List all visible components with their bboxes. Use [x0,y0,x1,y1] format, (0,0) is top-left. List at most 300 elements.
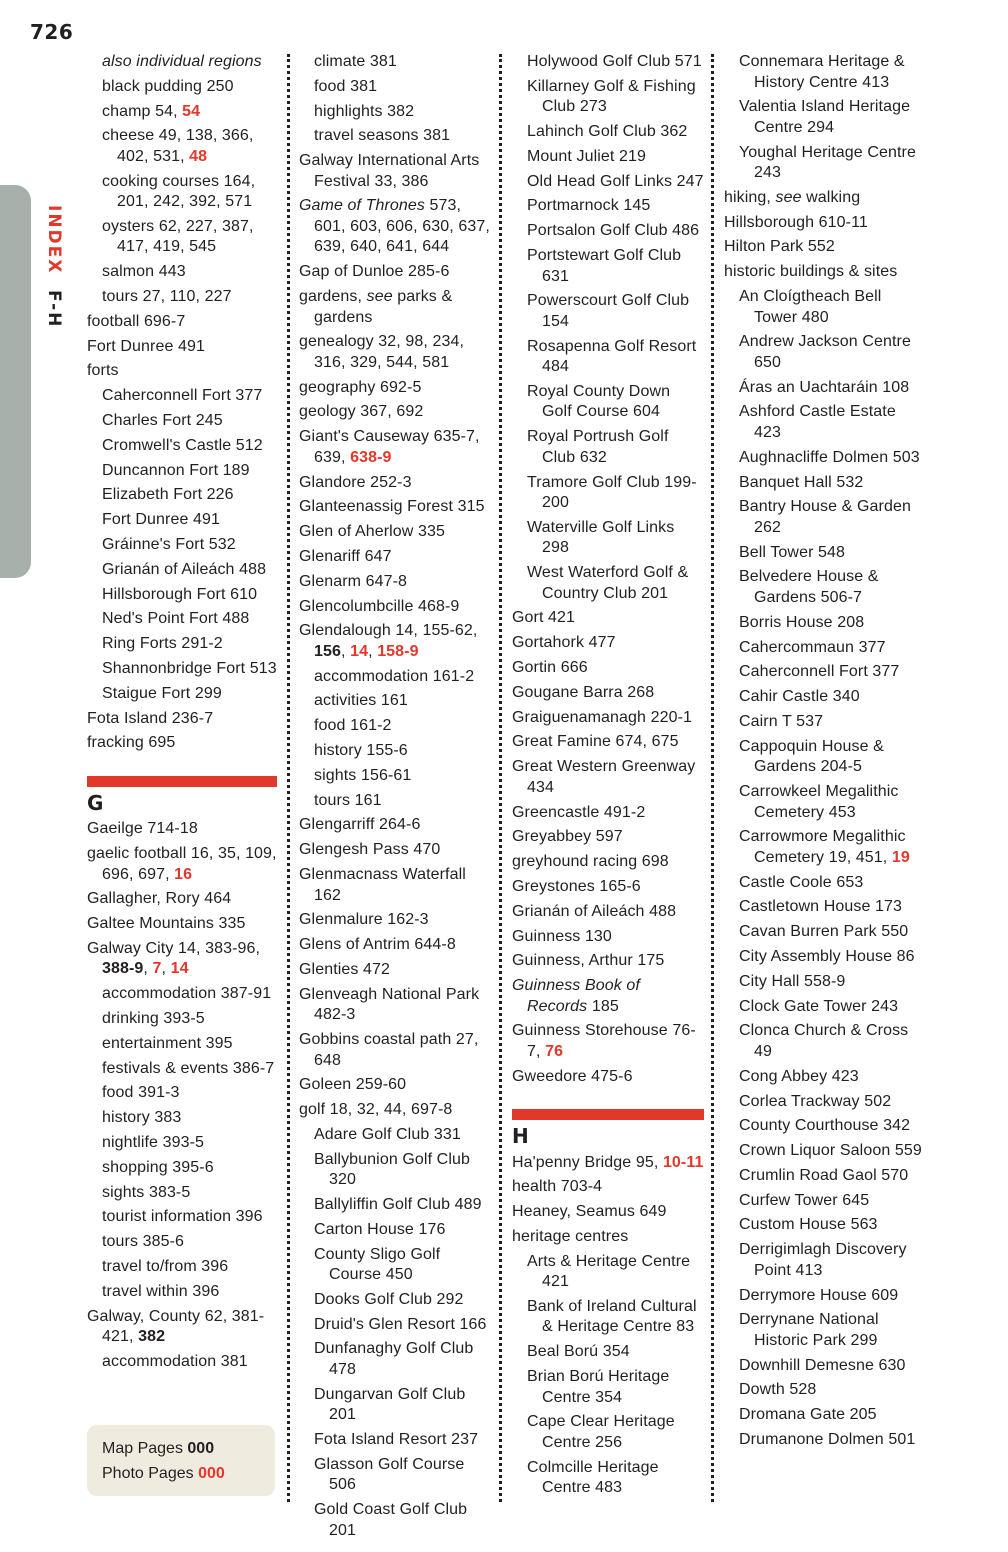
entry-text: Caherconnell Fort 377 [739,663,900,681]
entry-text: Galway, County 62, 381-421, [87,1307,265,1346]
entry-text: Great Western Greenway 434 [512,758,696,796]
photo-page-ref: 14 [170,960,189,978]
index-subentry [527,291,704,332]
section-divider-bar [87,776,277,787]
index-entry [299,597,491,618]
index-subentry [739,972,924,993]
index-subentry [102,172,277,213]
entry-text: City Hall 558-9 [739,972,846,990]
entry-text: geography 692-5 [299,378,422,396]
entry-text: Brian Ború Heritage Centre 354 [527,1368,670,1406]
index-entry [299,1075,491,1096]
index-subentry [739,52,924,93]
index-entry [724,237,924,258]
entry-text: Belvedere House & Gardens 506-7 [739,568,879,606]
entry-text: Áras an Uachtaráin 108 [739,378,910,396]
legend-map-label: Map Pages [102,1440,183,1457]
entry-text: accommodation 387-91 [102,985,272,1003]
entry-text: salmon 443 [102,263,186,281]
entry-text: geology 367, 692 [299,403,424,421]
entry-text: Glendalough 14, 155-62, [299,622,478,640]
index-subentry [102,102,277,123]
index-entry [87,939,277,980]
index-entry [299,332,491,373]
entry-text: Cong Abbey 423 [739,1067,859,1085]
index-entry [87,914,277,935]
entry-text: historic buildings & sites [724,263,898,281]
entry-text: Glenties 472 [299,960,391,978]
entry-text: golf 18, 32, 44, 697-8 [299,1101,453,1119]
entry-text: festivals & events 386-7 [102,1059,275,1077]
index-subentry [102,659,277,680]
index-entry [512,1227,704,1248]
entry-text: Heaney, Seamus 649 [512,1203,667,1221]
index-entry [87,312,277,333]
index-entry [87,819,277,840]
entry-text: genealogy 32, 98, 234, 316, 329, 544, 581 [299,333,465,371]
entry-text: Greystones 165-6 [512,877,641,895]
index-entry [512,1153,704,1174]
entry-text: Cavan Burren Park 550 [739,923,909,941]
index-entry [512,1202,704,1223]
index-subentry [527,1412,704,1453]
index-entry [512,1177,704,1198]
entry-text: Dowth 528 [739,1381,817,1399]
index-subentry [527,337,704,378]
entry-text: Cahir Castle 340 [739,688,860,706]
entry-text: Cappoquin House & Gardens 204-5 [739,737,884,776]
column-divider [499,54,502,1502]
entry-text: Gougane Barra 268 [512,683,655,701]
entry-text: Rosapenna Golf Resort 484 [527,337,697,376]
entry-text: Mount Juliet 219 [527,147,647,165]
entry-text: Gobbins coastal path 27, 648 [299,1031,479,1069]
legend-photo-number: 000 [198,1465,225,1482]
entry-text: highlights 382 [314,102,415,120]
index-entry [512,951,704,972]
entry-text: Goleen 259-60 [299,1076,407,1094]
entry-text: Glenariff 647 [299,547,392,565]
entry-text: Crumlin Road Gaol 570 [739,1166,909,1184]
entry-text: Arts & Heritage Centre 421 [527,1252,691,1291]
entry-text: Gweedore 475-6 [512,1067,633,1085]
entry-text: Tramore Golf Club 199-200 [527,473,697,512]
index-entry [299,196,491,258]
index-subentry [739,1067,924,1088]
index-entry [87,889,277,910]
entry-text: tours 385-6 [102,1233,185,1251]
index-entry [299,497,491,518]
index-subentry [739,737,924,778]
entry-text: Gortin 666 [512,659,588,677]
index-subentry [102,1257,277,1278]
entry-text: Druid's Glen Resort 166 [314,1315,487,1333]
index-subentry [102,1009,277,1030]
entry-text: Duncannon Fort 189 [102,461,250,479]
entry-text: Lahinch Golf Club 362 [527,123,688,141]
entry-text: gardens, [299,288,367,306]
legend-map-pages [102,1439,214,1459]
index-subentry [102,287,277,308]
index-entry [512,608,704,629]
entry-text: Portsalon Golf Club 486 [527,222,700,240]
entry-text: Gap of Dunloe 285-6 [299,263,450,281]
entry-text: Ring Forts 291-2 [102,635,223,653]
index-column-2 [299,52,491,1541]
entry-text: Galway International Arts Festival 33, 386 [299,152,480,190]
index-subentry [314,52,491,73]
index-subentry [102,510,277,531]
index-subentry [314,791,491,812]
index-subentry [527,1252,704,1293]
side-tab [0,185,31,578]
entry-text: drinking 393-5 [102,1010,205,1027]
entry-text: Ha'penny Bridge 95, [512,1153,663,1171]
entry-text: football 696-7 [87,312,186,330]
index-entry [724,188,924,209]
entry-text: , [161,960,171,978]
page-number: 726 [30,20,74,44]
index-entry [299,522,491,543]
entry-text: Cahercommaun 377 [739,638,886,656]
entry-text: travel seasons 381 [314,127,451,145]
index-subentry [527,122,704,143]
index-subentry [527,518,704,559]
entry-text: Castletown House 173 [739,898,902,916]
entry-text: nightlife 393-5 [102,1133,205,1151]
index-subentry [314,1150,491,1191]
entry-text: Bank of Ireland Cultural & Heritage Centre 83 [527,1297,697,1336]
index-subentry [739,1116,924,1137]
legend-map-number: 000 [187,1440,215,1457]
entry-text: black pudding 250 [102,77,234,95]
index-subentry [314,1315,491,1336]
index-subentry [739,402,924,443]
entry-text: , [341,642,351,660]
index-subentry [739,1240,924,1281]
entry-text: food 161-2 [314,717,392,735]
index-subentry [314,1455,491,1496]
index-subentry [739,638,924,659]
entry-text: Royal County Down Golf Course 604 [527,382,671,421]
index-entry [512,927,704,948]
entry-text: Gortahork 477 [512,634,616,652]
entry-text: 573, 601, 603, 606, 630, 637, 639, 640, 641, 644 [314,197,490,256]
entry-text: Dunfanaghy Golf Club 478 [314,1340,474,1378]
index-subentry [102,609,277,630]
entry-text: An Cloígtheach Bell Tower 480 [739,288,882,326]
index-entry [299,865,491,906]
legend-photo-label: Photo Pages [102,1465,194,1482]
index-subentry [102,262,277,283]
index-subentry [739,1191,924,1212]
index-subentry [314,1220,491,1241]
legend-photo-pages [102,1464,225,1484]
index-subentry [102,1207,277,1228]
index-entry [87,1307,277,1348]
entry-text-italic: see [366,288,393,306]
index-subentry [102,1158,277,1179]
index-entry [87,844,277,885]
index-subentry [739,332,924,373]
index-subentry [739,897,924,918]
index-tab-range: F-H [44,290,64,329]
index-subentry [314,691,491,712]
index-entry [299,960,491,981]
index-entry [512,1021,704,1062]
index-subentry [739,287,924,328]
entry-text: sights 156-61 [314,766,412,784]
entry-text: Glengesh Pass 470 [299,841,441,859]
entry-text: Dromana Gate 205 [739,1406,877,1424]
entry-text: forts [87,362,119,380]
index-subentry [102,217,277,258]
index-subentry [102,1352,277,1373]
index-entry [299,572,491,593]
index-subentry [314,126,491,147]
entry-text: Glen of Aherlow 335 [299,523,445,541]
entry-text: Glasson Golf Course 506 [314,1455,465,1494]
entry-text: food 381 [314,77,378,95]
index-subentry [739,1405,924,1426]
entry-text: Greencastle 491-2 [512,803,646,821]
index-subentry [527,52,704,73]
entry-text: 185 [587,997,619,1015]
index-subentry [102,1059,277,1080]
index-subentry [739,662,924,683]
index-subentry [314,1245,491,1286]
index-subentry [314,1430,491,1451]
index-entry [299,985,491,1026]
index-subentry [314,766,491,787]
entry-text: West Waterford Golf & Country Club 201 [527,564,689,602]
entry-text: Glenmacnass Waterfall 162 [299,866,466,904]
entry-text: food 391-3 [102,1084,180,1102]
index-entry [299,1030,491,1071]
entry-text: Waterville Golf Links 298 [527,518,675,557]
entry-text: hiking, [724,188,776,206]
index-subentry [314,77,491,98]
entry-text-italic: see [775,188,802,206]
photo-page-ref: 14 [350,642,369,660]
index-subentry [314,1290,491,1311]
entry-text: greyhound racing 698 [512,853,669,871]
index-tab-label [44,205,64,329]
index-subentry [739,448,924,469]
entry-text: Galway City 14, 383-96, [87,939,261,957]
index-subentry [314,1339,491,1380]
entry-text: Grianán of Aileách 488 [102,560,267,578]
entry-text-italic: Guinness Book of Records [512,977,640,1015]
index-entry [87,709,277,730]
index-entry [299,151,491,192]
entry-text: Colmcille Heritage Centre 483 [527,1458,659,1497]
index-entry [299,402,491,423]
entry-text: Portstewart Golf Club 631 [527,247,682,285]
entry-text: travel within 396 [102,1282,220,1300]
column-divider [287,54,290,1502]
index-entry [299,1100,491,1121]
index-subentry [527,1342,704,1363]
index-subentry [527,147,704,168]
index-subentry [739,1021,924,1062]
index-subentry [739,613,924,634]
photo-page-ref: 10-11 [662,1153,704,1171]
entry-text: climate 381 [314,53,397,70]
index-subentry [314,741,491,762]
index-subentry [739,567,924,608]
index-entry [724,213,924,234]
entry-text: Youghal Heritage Centre 243 [739,143,916,182]
entry-text: Banquet Hall 532 [739,473,864,491]
index-subentry [314,1385,491,1426]
entry-text: Ned's Point Fort 488 [102,610,250,628]
entry-text: history 155-6 [314,742,408,760]
entry-text: Cairn T 537 [739,712,824,730]
entry-text: Drumanone Dolmen 501 [739,1431,916,1449]
index-subentry [739,473,924,494]
entry-text: Clonca Church & Cross 49 [739,1022,909,1060]
entry-text: Glengarriff 264-6 [299,816,421,834]
entry-text: Great Famine 674, 675 [512,733,679,751]
entry-text: tourist information 396 [102,1208,263,1226]
entry-text: heritage centres [512,1227,629,1245]
entry-text: , [143,960,153,978]
index-subentry [527,221,704,242]
entry-text: Connemara Heritage & History Centre 413 [739,53,905,91]
index-subentry [314,1500,491,1541]
index-subentry [102,984,277,1005]
entry-text: Greyabbey 597 [512,828,623,846]
index-subentry [314,1195,491,1216]
entry-text: Giant's Causeway 635-7, 639, [299,428,480,466]
index-entry [299,935,491,956]
index-entry [512,976,704,1017]
index-column-1 [87,52,277,1372]
entry-text: travel to/from 396 [102,1257,229,1275]
index-subentry [102,684,277,705]
index-subentry [102,52,277,73]
index-subentry [102,585,277,606]
photo-page-ref: 7 [152,960,162,978]
entry-text: Ashford Castle Estate 423 [739,403,896,441]
photo-page-ref: 54 [182,102,201,120]
index-entry [512,658,704,679]
index-subentry [739,782,924,823]
entry-text: Portmarnock 145 [527,197,651,215]
index-entry [299,287,491,328]
entry-text: Powerscourt Golf Club 154 [527,292,690,330]
index-subentry [527,563,704,604]
photo-page-ref: 638-9 [350,448,392,466]
entry-text: Derrynane National Historic Park 299 [739,1311,879,1349]
entry-text: Glens of Antrim 644-8 [299,936,456,954]
entry-text: shopping 395-6 [102,1158,214,1176]
entry-text: Cape Clear Heritage Centre 256 [527,1413,675,1451]
entry-text: history 383 [102,1109,182,1127]
entry-text: Glandore 252-3 [299,473,412,491]
entry-text: parks & gardens [314,288,453,326]
index-subentry [739,922,924,943]
index-subentry [102,485,277,506]
entry-text: oysters 62, 227, 387, 417, 419, 545 [102,217,254,256]
index-subentry [739,1141,924,1162]
index-subentry [739,497,924,538]
entry-text: Hilton Park 552 [724,238,835,256]
entry-text: Fota Island Resort 237 [314,1431,479,1449]
section-divider-bar [512,1109,704,1120]
entry-text: County Courthouse 342 [739,1117,911,1135]
entry-text: Fort Dunree 491 [102,511,221,529]
entry-text: Staigue Fort 299 [102,684,222,702]
entry-text: champ 54, [102,102,183,120]
index-entry [299,378,491,399]
photo-page-ref: 158-9 [377,642,419,660]
index-subentry [527,1458,704,1499]
entry-text-italic: also individual regions [102,53,262,70]
index-entry [512,683,704,704]
entry-text: Carrowkeel Megalithic Cemetery 453 [739,783,899,821]
index-entry [299,473,491,494]
index-subentry [527,1297,704,1338]
entry-text: Old Head Golf Links 247 [527,172,704,190]
entry-text: tours 161 [314,791,382,809]
index-subentry [314,102,491,123]
entry-text: Crown Liquor Saloon 559 [739,1142,922,1160]
index-subentry [102,1034,277,1055]
entry-text: Custom House 563 [739,1216,878,1234]
entry-text: Guinness, Arthur 175 [512,952,665,970]
index-entry [512,827,704,848]
entry-text: Killarney Golf & Fishing Club 273 [527,77,696,116]
entry-text: Andrew Jackson Centre 650 [739,333,911,371]
index-subentry [739,1380,924,1401]
entry-text: Gort 421 [512,609,576,627]
entry-text: Glenmalure 162-3 [299,911,429,929]
entry-text: Glanteenassig Forest 315 [299,498,485,516]
index-entry [512,852,704,873]
entry-text: Bell Tower 548 [739,543,846,561]
index-subentry [527,246,704,287]
entry-text: gaelic football 16, 35, 109, 696, 697, [87,845,277,883]
entry-text: Dooks Golf Club 292 [314,1290,464,1308]
entry-text: Adare Golf Club 331 [314,1125,461,1143]
index-subentry [314,1125,491,1146]
entry-text: Gallagher, Rory 464 [87,890,232,908]
entry-text: Aughnacliffe Dolmen 503 [739,448,920,466]
index-subentry [102,560,277,581]
entry-text: Bantry House & Garden 262 [739,498,911,536]
index-subentry [739,997,924,1018]
index-entry [87,733,277,754]
index-entry [87,337,277,358]
index-subentry [314,667,491,688]
entry-text: City Assembly House 86 [739,948,915,966]
index-entry [512,633,704,654]
entry-text: Carrowmore Megalithic Cemetery 19, 451, [739,828,906,866]
index-entry [512,877,704,898]
index-subentry [102,1083,277,1104]
entry-text: Galtee Mountains 335 [87,915,246,933]
entry-text: Hillsborough Fort 610 [102,585,258,603]
entry-text: Fota Island 236-7 [87,709,214,727]
section-letter: G [87,790,104,815]
index-subentry [102,1282,277,1303]
index-subentry [739,97,924,138]
entry-text: sights 383-5 [102,1183,191,1201]
index-subentry [739,827,924,868]
index-subentry [739,1310,924,1351]
